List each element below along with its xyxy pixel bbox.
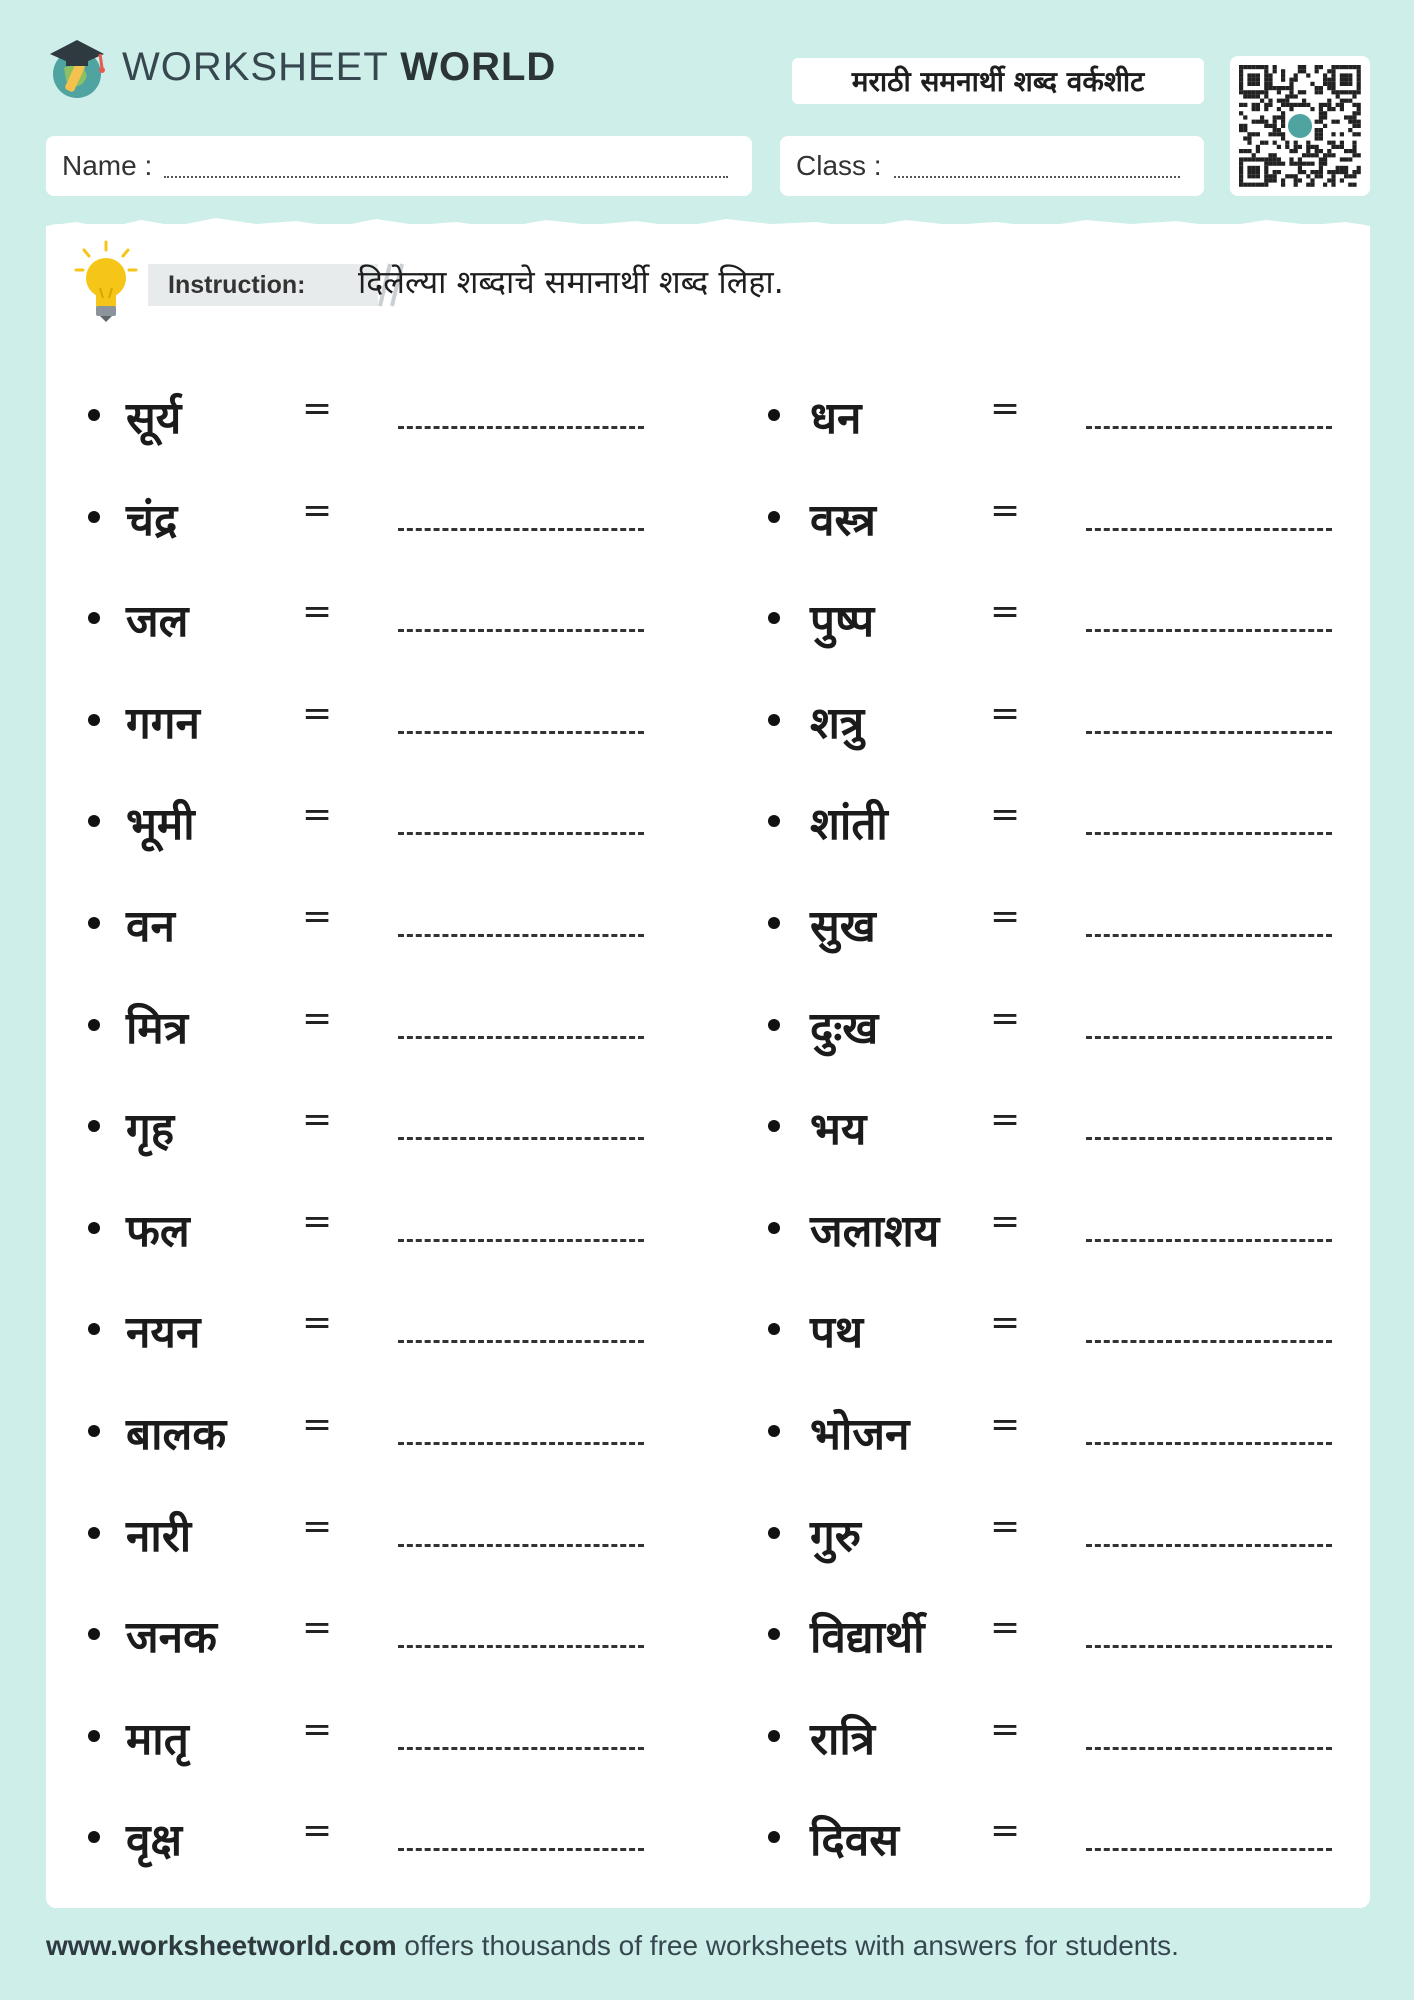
- answer-blank[interactable]: [398, 1442, 644, 1445]
- equals-sign: =: [302, 896, 333, 937]
- answer-blank[interactable]: [1086, 1645, 1332, 1648]
- answer-blank[interactable]: [1086, 832, 1332, 835]
- bullet-icon: [88, 1019, 100, 1031]
- word-text: सुख: [810, 901, 876, 952]
- answer-blank[interactable]: [1086, 1848, 1332, 1851]
- bullet-icon: [88, 511, 100, 523]
- answer-blank[interactable]: [1086, 426, 1332, 429]
- class-line[interactable]: [894, 154, 1180, 178]
- equals-sign: =: [302, 1505, 333, 1547]
- name-label: Name :: [62, 150, 153, 181]
- equals-sign: =: [990, 388, 1021, 429]
- word-text: भोजन: [810, 1409, 910, 1460]
- brand-name-bold: WORLD: [400, 44, 557, 89]
- answer-blank[interactable]: [1086, 1544, 1332, 1547]
- word-text: जलाशय: [810, 1205, 940, 1257]
- word-text: बालक: [126, 1409, 227, 1460]
- word-text: दुःख: [810, 1002, 879, 1054]
- word-text: शत्रु: [810, 697, 865, 749]
- answer-blank[interactable]: [398, 1544, 644, 1547]
- equals-sign: =: [302, 794, 333, 836]
- equals-sign: =: [302, 1607, 333, 1649]
- brand-name: [122, 45, 556, 90]
- bullet-icon: [768, 1527, 780, 1539]
- answer-blank[interactable]: [1086, 1036, 1332, 1039]
- bullet-icon: [768, 1019, 780, 1031]
- answer-blank[interactable]: [398, 1645, 644, 1648]
- equals-sign: =: [990, 1099, 1021, 1141]
- word-text: धन: [810, 393, 862, 444]
- answer-blank[interactable]: [398, 832, 644, 835]
- equals-sign: =: [302, 1708, 333, 1750]
- equals-sign: =: [990, 997, 1021, 1039]
- brand-name-light: WORKSHEET: [122, 44, 389, 89]
- word-text: मित्र: [126, 1002, 188, 1054]
- answer-blank[interactable]: [1086, 1239, 1332, 1242]
- bullet-icon: [88, 714, 100, 726]
- bullet-icon: [768, 917, 780, 929]
- answer-blank[interactable]: [398, 1340, 644, 1343]
- word-text: भय: [810, 1104, 867, 1156]
- worksheet-card: [46, 224, 1370, 1908]
- answer-blank[interactable]: [398, 629, 644, 632]
- answer-blank[interactable]: [1086, 731, 1332, 734]
- answer-blank[interactable]: [1086, 528, 1332, 531]
- equals-sign: =: [990, 1607, 1021, 1649]
- equals-sign: =: [990, 794, 1021, 836]
- word-text: गुरु: [810, 1510, 862, 1562]
- brand-logo: [44, 32, 556, 102]
- class-field[interactable]: [780, 136, 1204, 196]
- worksheet-world-logo-icon: [44, 32, 110, 102]
- word-text: वृक्ष: [126, 1815, 183, 1867]
- word-text: चंद्र: [126, 494, 178, 546]
- bullet-icon: [768, 1425, 780, 1437]
- answer-blank[interactable]: [398, 934, 644, 937]
- instruction-label: Instruction:: [148, 264, 378, 306]
- equals-sign: =: [990, 1302, 1021, 1344]
- answer-blank[interactable]: [398, 426, 644, 429]
- equals-sign: =: [990, 896, 1021, 937]
- answer-blank[interactable]: [1086, 629, 1332, 632]
- bullet-icon: [88, 917, 100, 929]
- footer-text: [46, 1930, 1179, 1962]
- bullet-icon: [88, 1425, 100, 1437]
- equals-sign: =: [302, 997, 333, 1039]
- qr-code-icon: [1230, 56, 1370, 196]
- bullet-icon: [88, 1222, 100, 1234]
- answer-blank[interactable]: [398, 731, 644, 734]
- word-text: नारी: [126, 1510, 192, 1562]
- equals-sign: =: [990, 1200, 1021, 1242]
- answer-blank[interactable]: [398, 1747, 644, 1750]
- name-field[interactable]: [46, 136, 752, 196]
- word-text: गगन: [126, 697, 200, 749]
- equals-sign: =: [990, 1708, 1021, 1750]
- word-text: दिवस: [810, 1815, 899, 1867]
- equals-sign: =: [302, 1099, 333, 1141]
- word-text: नयन: [126, 1307, 201, 1359]
- word-text: जल: [126, 596, 189, 648]
- name-line[interactable]: [164, 154, 728, 178]
- instruction-text: दिलेल्या शब्दाचे समानार्थी शब्द लिहा.: [358, 263, 784, 301]
- word-text: पुष्प: [810, 596, 875, 648]
- worksheet-title: मराठी समनार्थी शब्द वर्कशीट: [792, 58, 1204, 104]
- word-text: फल: [126, 1205, 190, 1257]
- equals-sign: =: [990, 1810, 1021, 1852]
- answer-blank[interactable]: [398, 528, 644, 531]
- word-text: वस्त्र: [810, 494, 876, 546]
- word-text: रात्रि: [810, 1713, 876, 1765]
- equals-sign: =: [990, 1505, 1021, 1547]
- bullet-icon: [768, 1730, 780, 1742]
- answer-blank[interactable]: [398, 1848, 644, 1851]
- answer-blank[interactable]: [398, 1036, 644, 1039]
- footer-site[interactable]: www.worksheetworld.com: [46, 1930, 397, 1961]
- bullet-icon: [88, 1730, 100, 1742]
- footer-tagline: offers thousands of free worksheets with answers for students.: [396, 1930, 1179, 1961]
- instruction-bar: [72, 238, 1072, 338]
- word-text: जनक: [126, 1612, 217, 1664]
- answer-blank[interactable]: [1086, 1442, 1332, 1445]
- qr-code: [1230, 56, 1370, 196]
- word-text: वन: [126, 901, 175, 952]
- bullet-icon: [768, 511, 780, 523]
- equals-sign: =: [990, 489, 1021, 531]
- equals-sign: =: [302, 1810, 333, 1852]
- word-text: शांती: [810, 799, 888, 851]
- answer-blank[interactable]: [1086, 934, 1332, 937]
- equals-sign: =: [990, 591, 1021, 633]
- equals-sign: =: [990, 1404, 1021, 1445]
- equals-sign: =: [302, 591, 333, 633]
- equals-sign: =: [302, 388, 333, 429]
- word-text: गृह: [126, 1104, 175, 1156]
- answer-blank[interactable]: [398, 1239, 644, 1242]
- bullet-icon: [768, 1222, 780, 1234]
- answer-blank[interactable]: [398, 1137, 644, 1140]
- equals-sign: =: [990, 692, 1021, 734]
- class-label: Class :: [796, 150, 882, 181]
- answer-blank[interactable]: [1086, 1747, 1332, 1750]
- equals-sign: =: [302, 692, 333, 734]
- word-text: विद्यार्थी: [810, 1612, 925, 1664]
- equals-sign: =: [302, 489, 333, 531]
- bullet-icon: [88, 1527, 100, 1539]
- equals-sign: =: [302, 1200, 333, 1242]
- equals-sign: =: [302, 1404, 333, 1445]
- word-text: मातृ: [126, 1713, 189, 1765]
- word-text: पथ: [810, 1307, 864, 1359]
- bullet-icon: [88, 409, 100, 421]
- lightbulb-icon: [72, 238, 152, 328]
- equals-sign: =: [302, 1302, 333, 1344]
- word-text: सूर्य: [126, 393, 182, 444]
- answer-blank[interactable]: [1086, 1137, 1332, 1140]
- answer-blank[interactable]: [1086, 1340, 1332, 1343]
- bullet-icon: [768, 409, 780, 421]
- bullet-icon: [768, 714, 780, 726]
- word-text: भूमी: [126, 799, 195, 851]
